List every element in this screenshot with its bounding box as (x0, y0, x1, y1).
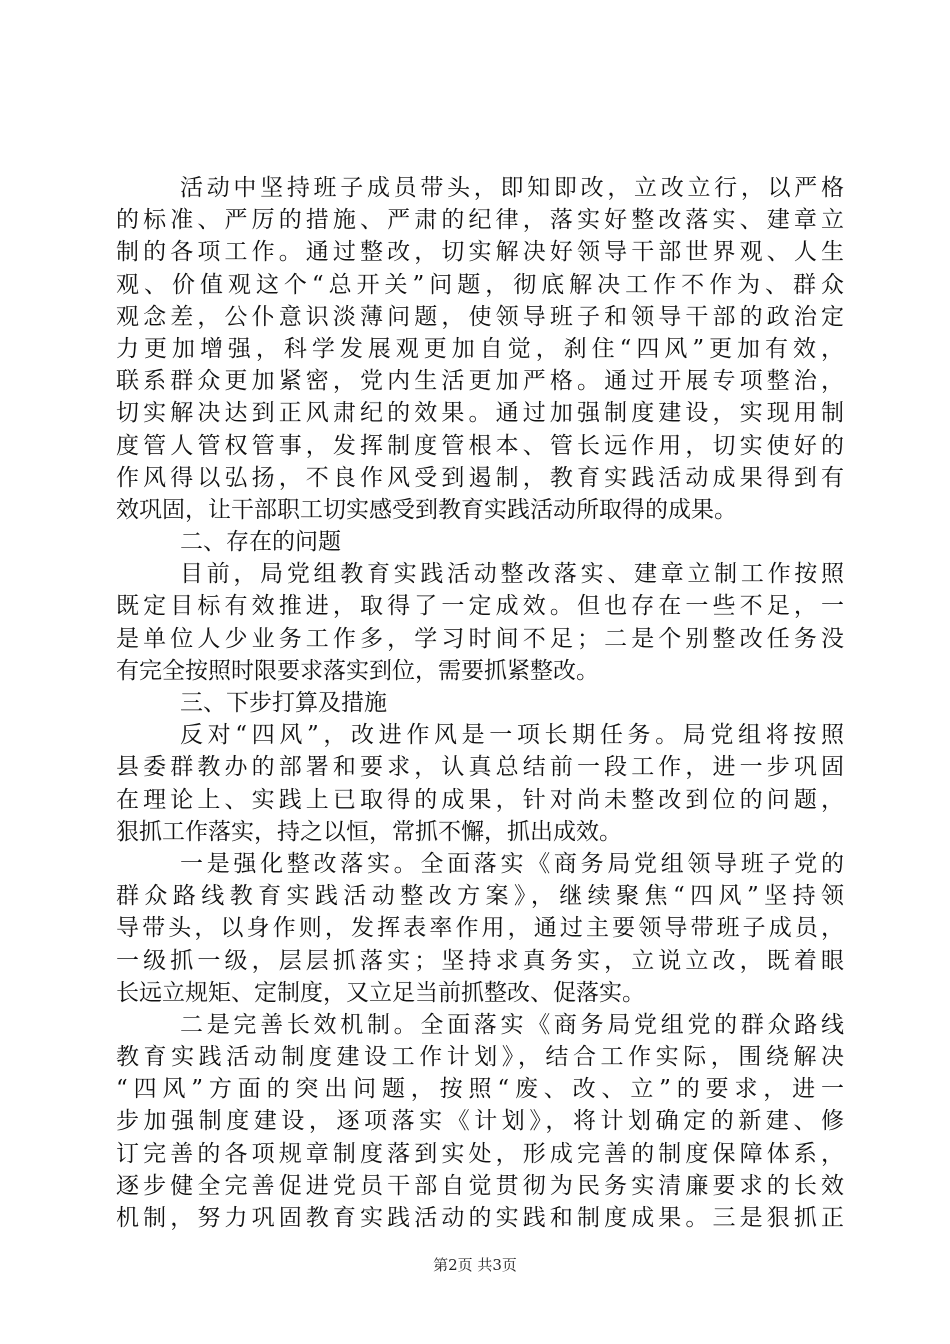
text-line: 观、价值观这个“总开关”问题，彻底解决工作不作为、群众 (116, 271, 844, 298)
text-line: 效巩固，让干部职工切实感受到教育实践活动所取得的成果。 (116, 496, 737, 523)
text-line: 步加强制度建设，逐项落实《计划》，将计划确定的新建、修 (116, 1108, 844, 1135)
text-line: 一级抓一级，层层抓落实；坚持求真务实，立说立改，既着眼 (116, 947, 844, 974)
text-line: 二是完善长效机制。全面落实《商务局党组党的群众路线 (180, 1011, 844, 1038)
text-line: 联系群众更加紧密，党内生活更加严格。通过开展专项整治， (116, 368, 844, 395)
text-line: 二、存在的问题 (180, 529, 341, 556)
text-line: 既定目标有效推进，取得了一定成效。但也存在一些不足，一 (116, 593, 844, 620)
text-line: 一是强化整改落实。全面落实《商务局党组领导班子党的 (180, 850, 844, 877)
text-line: 三、下步打算及措施 (180, 690, 387, 716)
text-line: 度管人管权管事，发挥制度管根本、管长远作用，切实使好的 (116, 432, 844, 459)
text-line: 反对“四风”，改进作风是一项长期任务。局党组将按照 (180, 722, 844, 749)
text-line: 活动中坚持班子成员带头，即知即改，立改立行，以严格 (180, 175, 844, 201)
text-line: 订完善的各项规章制度落到实处，形成完善的制度保障体系， (116, 1140, 844, 1167)
text-line: 的标准、严厉的措施、严肃的纪律，落实好整改落实、建章立 (116, 207, 844, 234)
text-line: 导带头，以身作则，发挥表率作用，通过主要领导带班子成员， (116, 915, 844, 942)
text-line: 在理论上、实践上已取得的成果，针对尚未整改到位的问题， (116, 786, 844, 813)
document-body (116, 172, 844, 1234)
text-line: 机制，努力巩固教育实践活动的实践和制度成果。三是狠抓正 (116, 1205, 844, 1231)
text-line: 目前，局党组教育实践活动整改落实、建章立制工作按照 (180, 561, 844, 588)
page-footer: 第2页 共3页 (433, 1256, 517, 1274)
text-line: 切实解决达到正风肃纪的效果。通过加强制度建设，实现用制 (116, 400, 844, 427)
text-line: 逐步健全完善促进党员干部自觉贯彻为民务实清廉要求的长效 (116, 1172, 844, 1199)
text-line: 制的各项工作。通过整改，切实解决好领导干部世界观、人生 (116, 239, 844, 266)
text-line: 有完全按照时限要求落实到位，需要抓紧整改。 (116, 657, 599, 684)
text-line: 观念差，公仆意识淡薄问题，使领导班子和领导干部的政治定 (116, 303, 844, 330)
text-line: 力更加增强，科学发展观更加自觉，刹住“四风”更加有效， (116, 335, 844, 362)
text-line: 作风得以弘扬，不良作风受到遏制，教育实践活动成果得到有 (116, 464, 844, 491)
text-line: 是单位人少业务工作多，学习时间不足；二是个别整改任务没 (116, 625, 844, 652)
text-line: 狠抓工作落实，持之以恒，常抓不懈，抓出成效。 (116, 818, 622, 845)
text-line: 县委群教办的部署和要求，认真总结前一段工作，进一步巩固 (116, 754, 844, 781)
text-line: 群众路线教育实践活动整改方案》，继续聚焦“四风”坚持领 (116, 883, 844, 910)
text-line: 教育实践活动制度建设工作计划》，结合工作实际，围绕解决 (116, 1044, 844, 1071)
text-line: “四风”方面的突出问题，按照“废、改、立”的要求，进一 (116, 1076, 844, 1103)
text-line: 长远立规矩、定制度，又立足当前抓整改、促落实。 (116, 979, 645, 1006)
